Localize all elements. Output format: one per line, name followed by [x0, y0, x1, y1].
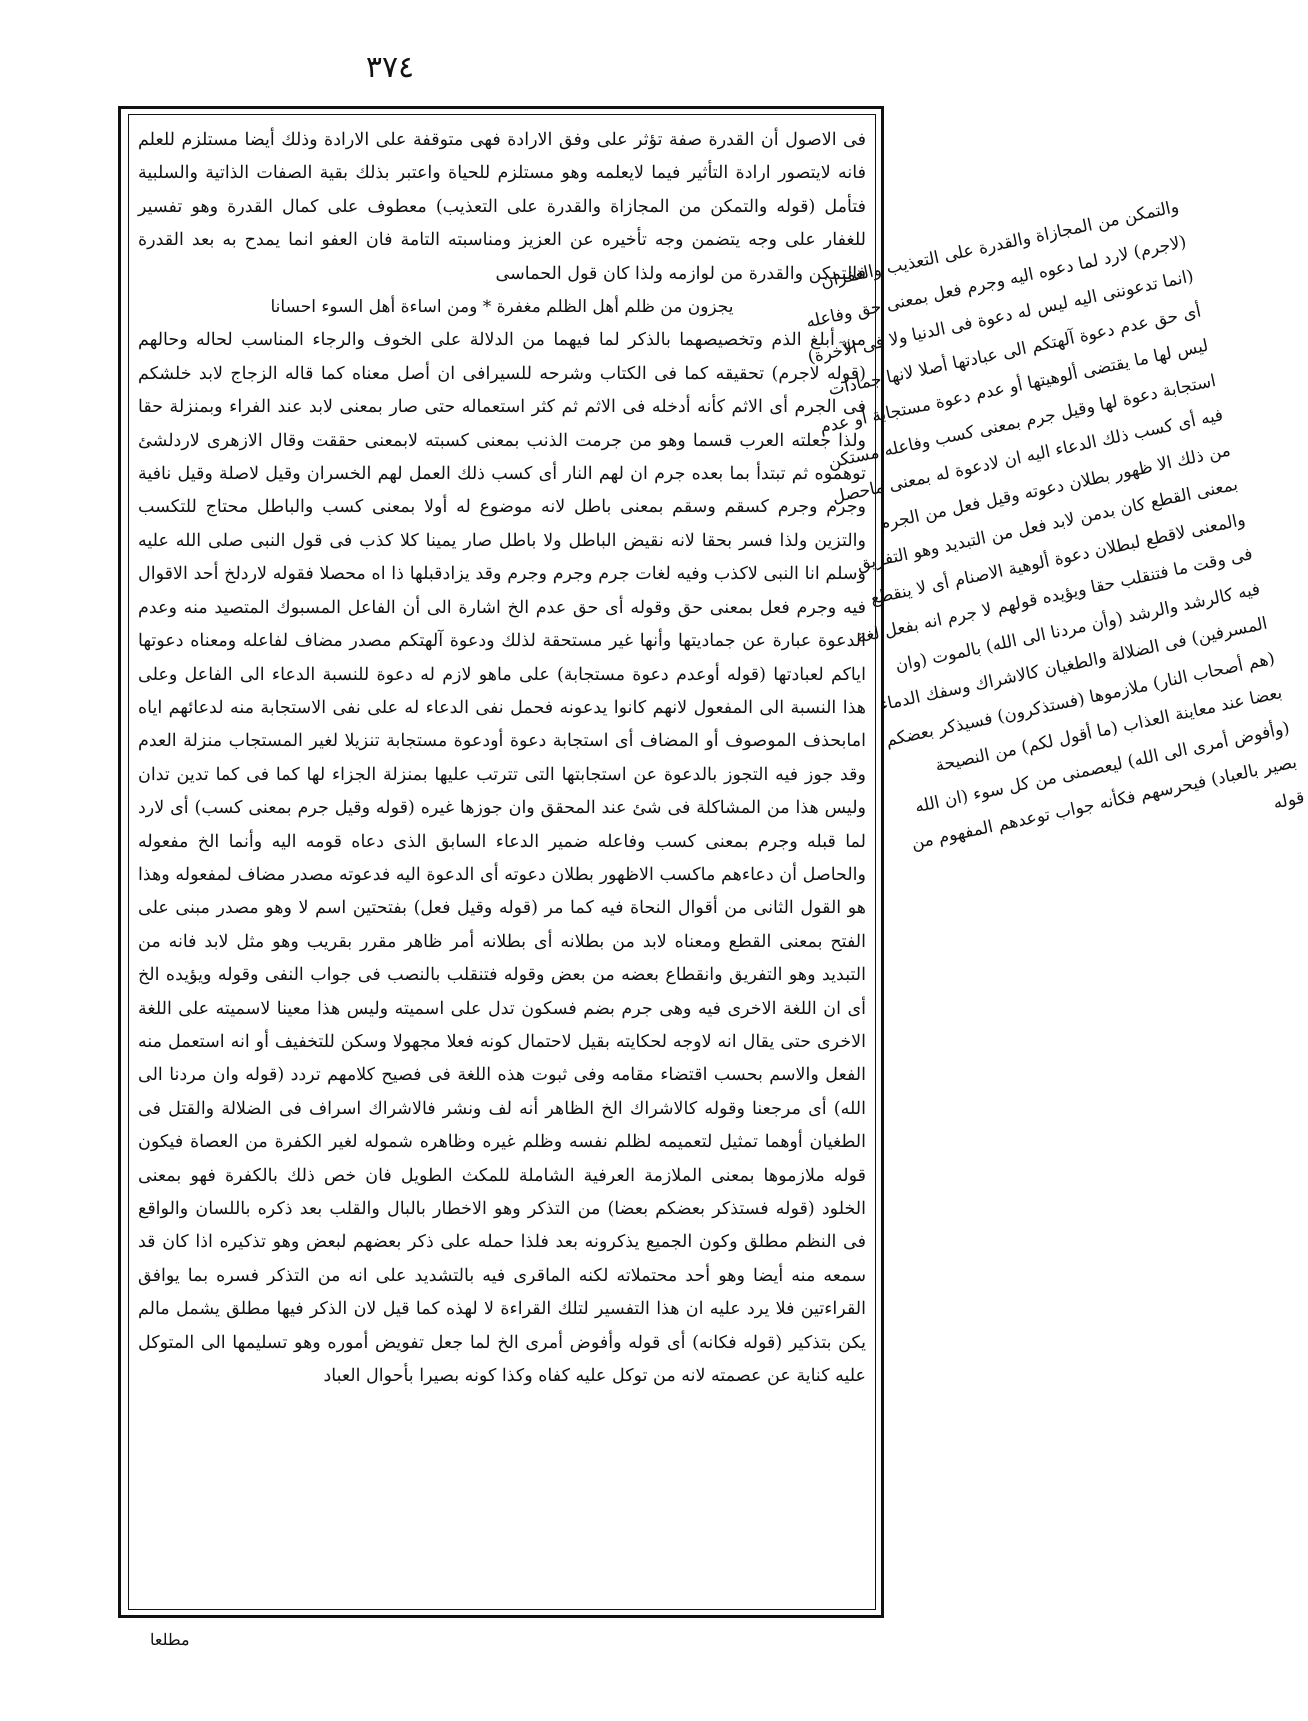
page-number: ٣٧٤	[365, 50, 415, 85]
margin-note-block	[770, 190, 1307, 970]
footer-catchword: مطلعا	[150, 1630, 190, 1649]
main-text-block	[138, 124, 866, 1604]
margin-note-text: والتمكن من المجازاة والقدرة على التعذيب والغفران (لاجرم) لارد لما دعوه اليه وجرم فعل بمعنى حق وفاعله (انما تدعوننى اليه ليس له دعوة فى الدنيا ولا فى الآخرة) أى حق عدم دعوة آلهتكم الى عبادتها أصلا لانها جمادات ليس لها ما يقتضى ألوهيتها أو عدم دعوة مستجابة أو عدم استجابة دعوة لها وقيل جرم بمعنى كسب وفاعله مستكن فيه أى كسب ذلك الدعاء اليه ان لادعوة له بمعنى ماحصل من ذلك الا ظهور بطلان دعوته وقيل فعل من الجرم بمعنى القطع كان بدمن لابد فعل من التبديد وهو التفريق والمعنى لاقطع لبطلان دعوة ألوهية الاصنام أى لا ينقطع فى وقت ما فتنقلب حقا ويؤيده قولهم لا جرم انه بفعل لغة فيه كالرشد والرشد (وأن مردنا الى الله) بالموت (وان المسرفين) فى الضلالة والطغيان كالاشراك وسفك الدماء (هم أصحاب النار) ملازموها (فستذكرون) فسيذكر بعضكم بعضا عند معاينة العذاب (ما أقول لكم) من النصيحة (وأفوض أمرى الى الله) ليعصمنى من كل سوء (ان الله بصير بالعباد) فيحرسهم فكأنه جواب توعدهم المفهوم من قوله	[804, 196, 1307, 854]
main-paragraph: من أبلغ الذم وتخصيصهما بالذكر لما فيهما من الدلالة على الخوف والرجاء المناسب لحاله وحالهم (قوله لاجرم) تحقيقه كما فى الكتاب وشرحه للسيرافى ان أصل معناه كما قاله الزجاج لابد خلشكم فى الجرم أى الاثم كأنه أدخله فى الاثم ثم كثر استعماله حتى صار بمعنى لابد عند الفراء وبمنزلة حقا ولذا جعلته العرب قسما وهو من جرمت الذنب بمعنى كسبته لابمعنى حققت وقال الازهرى لاردلشئ توهموه ثم تبتدأ بما بعده جرم ان لهم النار أى كسب ذلك العمل لهم الخسران وقيل لاصلة وقيل نافية وجرم وجرم كسقم وسقم بمعنى باطل لانه موضوع له أولا بمعنى كسب والباطل محتاج للتكسب والتزين ولذا فسر بحقا لانه نقيض الباطل ولا باطل صار يمينا كلا كذب فى قول النبى صلى الله عليه وسلم انا النبى لاكذب وفيه لغات جرم وجرم وجرم وقد يزادقبلها ذا اه محصلا فقوله لاردلخ أحد الاقوال فيه وجرم فعل بمعنى حق وقوله أى حق عدم الخ اشارة الى أن الفاعل المسبوك المتصيد منه وعدم الدعوة عبارة عن جماديتها وأنها غير مستحقة لذلك ودعوة آلهتكم مصدر مضاف لفاعله ومعناه دعوتها اياكم لعبادتها (قوله أوعدم دعوة مستجابة) على ماهو لازم له دعوة للنسبة الدعاء الى الفاعل وعلى هذا النسبة الى المفعول لانهم كانوا يدعونه فحمل نفى الدعاء له على نفى الاستجابة منه لدعائهم اياه امابحذف الموصوف أو المضاف أى استجابة دعوة أودعوة مستجابة تنزيلا لغير المستجاب منزلة العدم وقد جوز فيه التجوز بالدعوة عن استجابتها التى تترتب عليها بمنزلة الجزاء لها كما فى كما تدين تدان وليس هذا من المشاكلة فى شئ عند المحقق وان جوزها غيره (قوله وقيل جرم بمعنى كسب) أى لارد لما قبله وجرم بمعنى كسب وفاعله ضمير الدعاء السابق الذى دعاه قومه اليه وأنما الخ مفعوله والحاصل أن دعاءهم ماكسب الاظهور بطلان دعوته أى الدعوة اليه فدعوته مصدر مضاف لمفعوله وهذا هو القول الثانى من أقوال النحاة فيه كما مر (قوله وقيل فعل) بفتحتين اسم لا وهو مصدر مبنى على الفتح بمعنى القطع ومعناه لابد من بطلانه أى بطلانه أمر ظاهر مقرر بقريب وهو مثل لابد فانه من التبديد وهو التفريق وانقطاع بعضه من بعض وقوله فتنقلب بالنصب فى جواب النفى وقوله ويؤيده الخ أى ان اللغة الاخرى فيه وهى جرم بضم فسكون تدل على اسميته وليس هذا معينا لاسميته على اللغة الاخرى حتى يقال انه لاوجه لحكايته بقيل لاحتمال كونه فعلا مجهولا وسكن للتخفيف أو انه استعمل منه الفعل والاسم بحسب اقتضاء مقامه وفى ثبوت هذه اللغة فى فصيح كلامهم تردد (قوله وان مردنا الى الله) أى مرجعنا وقوله كالاشراك الخ الظاهر أنه لف ونشر فالاشراك اسراف فى الضلالة والقتل فى الطغيان أوهما تمثيل لتعميمه لظلم نفسه وظلم غيره وظاهره شموله لغير الكفرة من العصاة فيكون قوله ملازموها بمعنى الملازمة العرفية الشاملة للمكث الطويل فان خص ذلك بالكفرة فهو بمعنى الخلود (قوله فستذكر بعضكم بعضا) من التذكر وهو الاخطار بالبال والقلب بعد ذكره باللسان والواقع فى النظم مطلق وكون الجميع يذكرونه بعد فلذا حمله على ذكر بعضهم لبعض وهو تذكيره اذا كان قد سمعه منه أيضا وهو أحد محتملاته لكنه الماقرى فيه بالتشديد على انه من التذكر فسره بما يوافق القراءتين فلا يرد عليه ان هذا التفسير لتلك القراءة لا لهذه كما قيل لان الذكر فيها مطلق يشمل مالم يكن بتذكير (قوله فكانه) أى قوله وأفوض أمرى الخ لما جعل تفويض أموره وهو تسليمها الى المتوكل عليه كناية عن عصمته لانه من توكل عليه كفاه وكذا كونه بصيرا بأحوال العباد	[138, 330, 866, 1387]
main-paragraph: فى الاصول أن القدرة صفة تؤثر على وفق الارادة فهى متوقفة على الارادة وذلك أيضا مستلزم للعلم فانه لايتصور ارادة التأثير فيما لايعلمه وهو مستلزم للحياة واعتبر بذلك بقية الصفات الذاتية والسلبية فتأمل (قوله والتمكن من المجازاة والقدرة على التعذيب) معطوف على كمال القدرة وهو تفسير للغفار على وجه يتضمن وجه تأخيره عن العزيز ومناسبته التامة فان العفو انما يمدح به بعد القدرة فالتمكن والقدرة من لوازمه ولذا كان قول الحماسى	[138, 130, 866, 284]
poetry-verse: يجزون من ظلم أهل الظلم مغفرة * ومن اساءة أهل السوء احسانا	[270, 297, 734, 318]
